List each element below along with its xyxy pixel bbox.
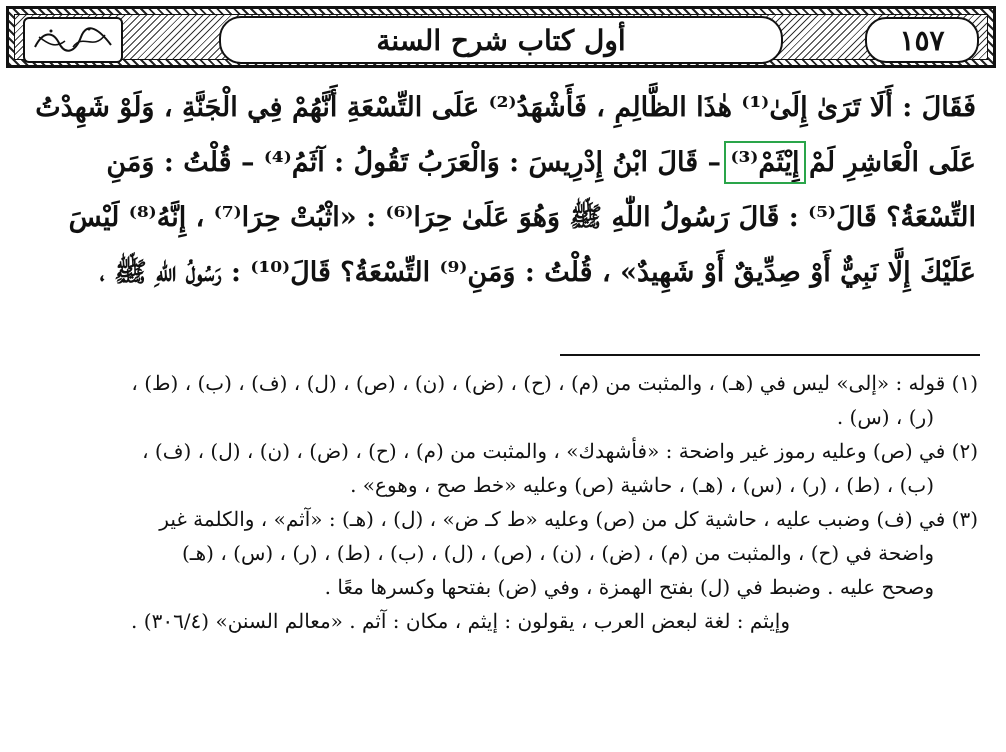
header-title-panel — [219, 16, 783, 64]
hadith-line-1: فَقَالَ : أَلَا تَرَىٰ إِلَىٰ⁽¹⁾ هٰذَا الظَّالِمِ ، فَأَشْهَدُ⁽²⁾ عَلَى التِّسْعَةِ أَنَّهُمْ فِي الْجَنَّةِ ، وَلَوْ شَهِدْتُ — [35, 92, 976, 123]
footnote-1: (١) قوله : «إلى» ليس في (هـ) ، والمثبت من (م) ، (ح) ، (ض) ، (ن) ، (ص) ، (ل) ، (ف) ، (ب) ، (ط) ، — [131, 371, 978, 395]
hadith-line-3: التِّسْعَةُ؟ قَالَ⁽⁵⁾ : قَالَ رَسُولُ اللّٰهِ ﷺ وَهُوَ عَلَىٰ حِرَا⁽⁶⁾ : «اثْبُتْ حِرَا⁽⁷⁾ ، إِنَّهُ⁽⁸⁾ لَيْسَ — [68, 202, 976, 233]
hadith-line-4: عَلَيْكَ إِلَّا نَبِيٌّ أَوْ صِدِّيقٌ أَوْ شَهِيدٌ» ، قُلْتُ : وَمَنِ⁽⁹⁾ التِّسْعَةُ؟ قَالَ⁽¹⁰⁾ : رَسُولُ اللّٰهِ ﷺ ، — [99, 257, 976, 288]
footnote-3-cont: واضحة في (ح) ، والمثبت من (م) ، (ض) ، (ن) ، (ص) ، (ل) ، (ب) ، (ط) ، (ر) ، (س) ، (هـ) — [181, 541, 934, 565]
book-seal-logo — [23, 17, 123, 63]
hadith-text — [26, 80, 976, 300]
page-number: ١٥٧ — [899, 23, 945, 57]
footnote-2-cont: (ب) ، (ط) ، (ر) ، (س) ، (هـ) ، حاشية (ص) وعليه «خط صح ، وهوع» . — [350, 473, 934, 497]
hadith-line-2 — [26, 135, 976, 190]
footnote-2: (٢) في (ص) وعليه رموز غير واضحة : «فأشهدك» ، والمثبت من (م) ، (ح) ، (ض) ، (ن) ، (ل) ، (ف) ، — [142, 439, 978, 463]
calligraphy-seal-icon — [29, 23, 117, 57]
footnote-3-note: وإيثم : لغة لبعض العرب ، يقولون : إيثم ، مكان : آثم . «معالم السنن» (٣٠٦/٤) . — [131, 609, 790, 633]
page-number-box — [865, 17, 979, 63]
footnote-3: (٣) في (ف) وضبب عليه ، حاشية كل من (ص) وعليه «ط كـ ض» ، (ل) ، (هـ) : «آثم» ، والكلمة غير — [159, 507, 978, 531]
footnote-1-cont: (ر) ، (س) . — [836, 405, 934, 429]
hadith-line-2-start: عَلَى الْعَاشِرِ لَمْ — [808, 147, 976, 178]
footnotes — [18, 366, 978, 638]
footnote-3-cont-2: وصحح عليه . وضبط في (ل) بفتح الهمزة ، وفي (ض) بفتحها وكسرها معًا . — [324, 575, 934, 599]
footnote-separator — [560, 354, 980, 356]
hadith-line-2-end: – قَالَ ابْنُ إِدْرِيسَ : وَالْعَرَبُ تَقُولُ : آثَمُ⁽⁴⁾ – قُلْتُ : وَمَنِ — [106, 147, 722, 178]
highlighted-word[interactable]: إِيْثَمْ⁽³⁾ — [730, 147, 800, 178]
running-title: أول كتاب شرح السنة — [376, 23, 626, 57]
page-header — [6, 6, 996, 68]
